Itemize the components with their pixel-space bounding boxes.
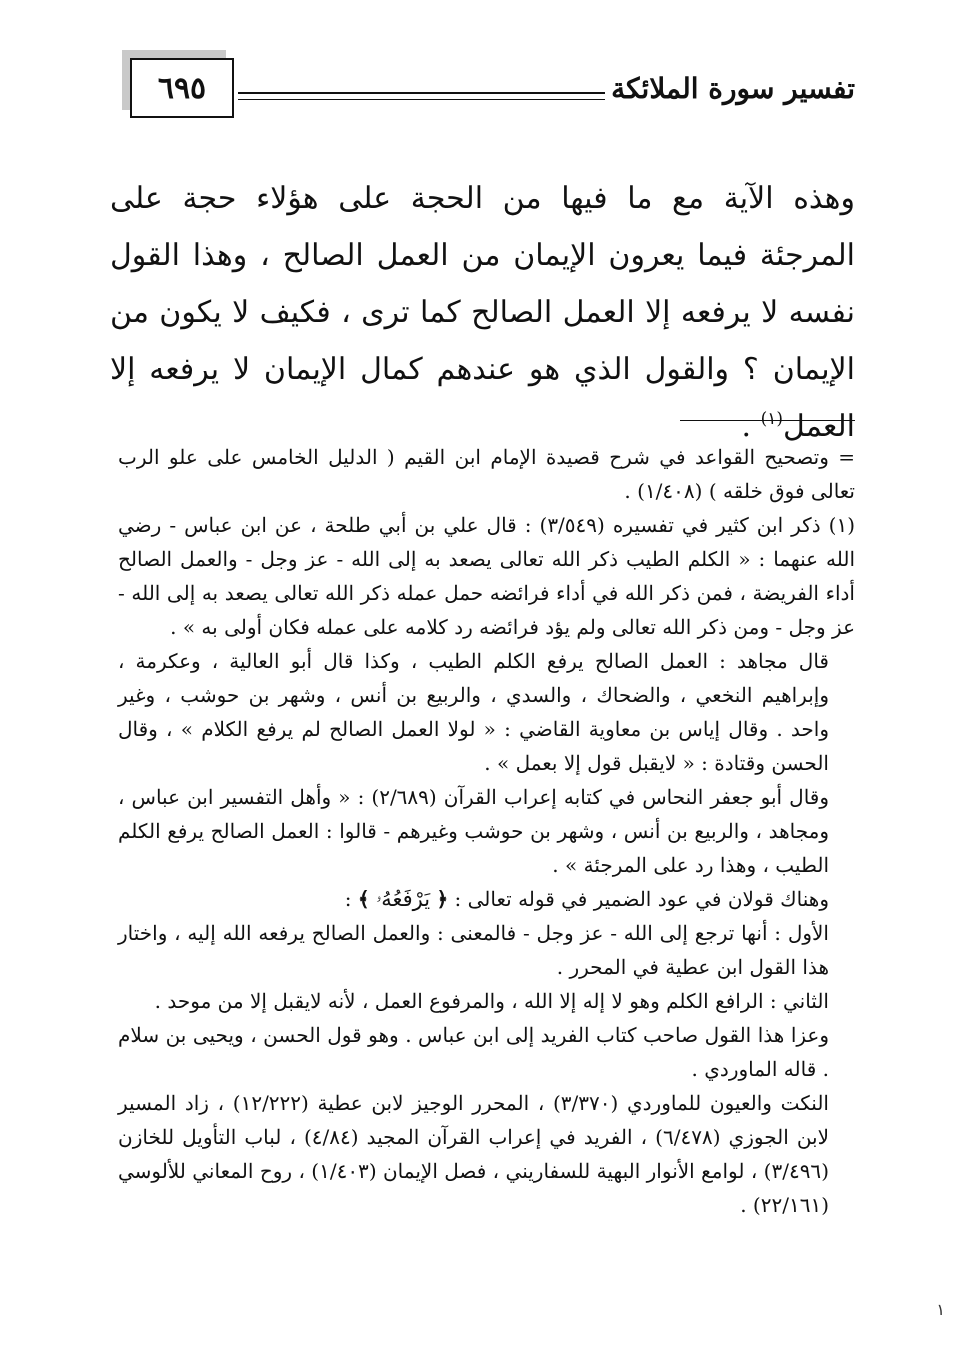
quran-bracket-close: ﴾	[357, 887, 370, 911]
edge-mark: ١	[936, 1300, 945, 1319]
footnote-first-view: الأول : أنها ترجع إلى الله - عز وجل - فالمعنى : والعمل الصالح يرفعه الله إليه ، واختار هذا القول ابن عطية في المحرر .	[118, 921, 829, 979]
main-paragraph-end: .	[741, 409, 761, 444]
two-views-before: وهناك قولان في عود الضمير في قوله تعالى :	[448, 887, 829, 911]
main-text	[110, 170, 855, 455]
two-views-after: :	[344, 887, 358, 911]
footnote-two-views	[118, 882, 855, 916]
footnote-marker: (١)	[760, 409, 783, 429]
page-number: ٦٩٥	[157, 70, 207, 106]
footnote-separator	[680, 420, 855, 421]
footnote-attribution: وعزا هذا القول صاحب كتاب الفريد إلى ابن عباس . وهو قول الحسن ، ويحيى بن سلام . قاله الماوردي .	[118, 1023, 829, 1081]
footnote-second-view: الثاني : الرافع الكلم وهو لا إله إلا الله ، والمرفوع العمل ، لأنه لايقبل إلا من موحد .	[154, 989, 829, 1013]
footnotes	[118, 440, 855, 1222]
footnote-mujahid: قال مجاهد : العمل الصالح يرفع الكلم الطيب ، وكذا قال أبو العالية ، وعكرمة ، وإبراهيم النخعي ، والضحاك ، والسدي ، والربيع بن أنس ، وشهر بن حوشب ، وغير واحد . وقال إياس بن معاوية القاضي : « لولا العمل الصالح لم يرفع الكلام » ، وقال الحسن وقتادة : « لايقبل قول إلا بعمل » .	[118, 649, 829, 775]
header-rule	[238, 92, 605, 100]
footnote-sources: النكت والعيون للماوردي (٣/٣٧٠) ، المحرر الوجيز لابن عطية (١٢/٢٢٢) ، زاد المسير لابن الجوزي (٦/٤٧٨) ، الفريد في إعراب القرآن المجيد (٤/٨٤) ، لباب التأويل للخازن (٣/٤٩٦) ، لوامع الأنوار البهية للسفاريني ، فصل الإيمان (١/٤٠٣) ، روح المعاني للألوسي (٢٢/١٦١) .	[118, 1091, 830, 1217]
main-paragraph	[110, 170, 855, 455]
footnote-carry-over: = وتصحيح القواعد في شرح قصيدة الإمام ابن القيم ( الدليل الخامس على علو الرب تعالى فوق خلقه ) (١/٤٠٨) .	[118, 445, 855, 503]
main-paragraph-text: وهذه الآية مع ما فيها من الحجة على هؤلاء حجة على المرجئة فيما يعرون الإيمان من العمل الصالح ، وهذا القول نفسه لا يرفعه إلا العمل الصالح كما ترى ، فكيف لا يكون من الإيمان ؟ والقول الذي هو عندهم كمال الإيمان لا يرفعه إلا العمل	[110, 181, 855, 444]
footnote-nahhas: وقال أبو جعفر النحاس في كتابه إعراب القرآن (٢/٦٨٩) : « وأهل التفسير ابن عباس ، ومجاهد ، والربيع بن أنس ، وشهر بن حوشب وغيرهم - قالوا : العمل الصالح يرفع الكلم الطيب ، وهذا رد على المرجئة » .	[118, 785, 830, 877]
page-number-box	[130, 58, 234, 118]
quran-bracket-open: ﴿	[436, 887, 449, 911]
page-header	[120, 58, 855, 128]
footnote-1-intro: (١) ذكر ابن كثير في تفسيره (٣/٥٤٩) : قال علي بن أبي طلحة ، عن ابن عباس - رضي الله عنهما : « الكلم الطيب ذكر الله تعالى يصعد به إلى الله - عز وجل - والعمل الصالح أداء الفريضة ، فمن ذكر الله في أداء فرائضه حمل عمله ذكر الله تعالى يصعد به إلى الله - عز وجل - ومن ذكر الله تعالى ولم يؤد فرائضه رد كلامه على عمله فكان أولى به » .	[118, 513, 855, 639]
quran-word: يَرْفَعُهُۥ	[375, 887, 431, 911]
running-title: تفسير سورة الملائكة	[611, 72, 855, 105]
